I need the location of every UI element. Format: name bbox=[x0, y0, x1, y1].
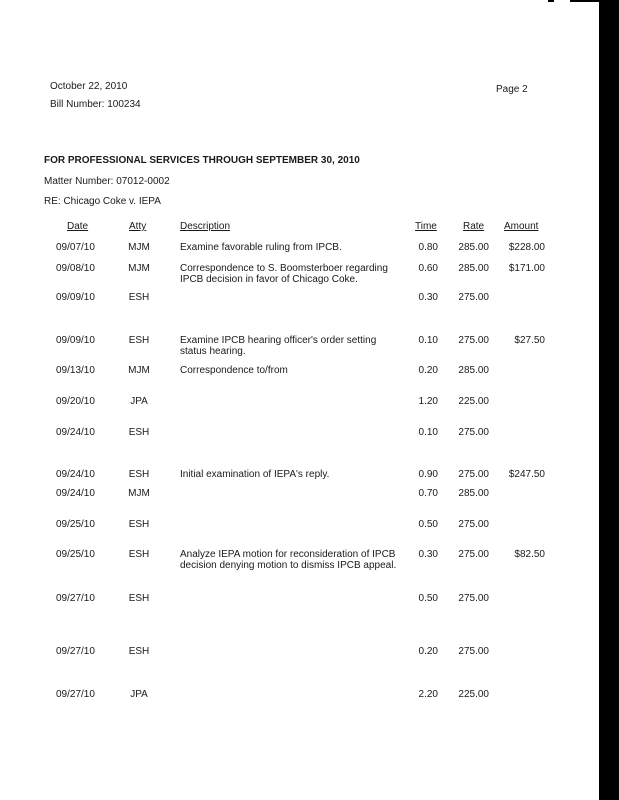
entry-description: Examine IPCB hearing officer's order setting status hearing. bbox=[180, 335, 377, 357]
page-number: Page 2 bbox=[496, 84, 528, 95]
entry-amount: $247.50 bbox=[508, 469, 545, 480]
entry-time: 0.60 bbox=[418, 263, 438, 274]
entry-date: 09/25/10 bbox=[56, 549, 95, 560]
entry-rate: 285.00 bbox=[458, 488, 489, 499]
entry-atty: JPA bbox=[130, 689, 148, 700]
entry-rate: 225.00 bbox=[458, 396, 489, 407]
entry-time: 0.20 bbox=[418, 365, 438, 376]
bill-number: Bill Number: 100234 bbox=[50, 99, 141, 110]
entry-atty: ESH bbox=[128, 646, 150, 657]
entry-date: 09/24/10 bbox=[56, 427, 95, 438]
section-title: FOR PROFESSIONAL SERVICES THROUGH SEPTEMBER 30, 2010 bbox=[44, 155, 360, 166]
entry-time: 0.50 bbox=[418, 593, 438, 604]
column-header-amount: Amount bbox=[504, 221, 539, 232]
entry-time: 0.10 bbox=[418, 335, 438, 346]
re-line: RE: Chicago Coke v. IEPA bbox=[44, 196, 161, 207]
entry-atty: ESH bbox=[128, 335, 150, 346]
entry-date: 09/27/10 bbox=[56, 689, 95, 700]
entry-atty: MJM bbox=[128, 488, 150, 499]
entry-rate: 285.00 bbox=[458, 365, 489, 376]
entry-rate: 275.00 bbox=[458, 519, 489, 530]
entry-date: 09/13/10 bbox=[56, 365, 95, 376]
scan-mark bbox=[570, 0, 599, 2]
entry-time: 0.30 bbox=[418, 292, 438, 303]
entry-atty: ESH bbox=[128, 519, 150, 530]
scan-mark bbox=[548, 0, 554, 2]
entry-atty: MJM bbox=[128, 263, 150, 274]
entry-time: 0.50 bbox=[418, 519, 438, 530]
entry-date: 09/24/10 bbox=[56, 469, 95, 480]
entry-atty: ESH bbox=[128, 292, 150, 303]
column-header-description: Description bbox=[180, 221, 231, 232]
entry-amount: $228.00 bbox=[508, 242, 545, 253]
entry-rate: 275.00 bbox=[458, 469, 489, 480]
entry-rate: 275.00 bbox=[458, 646, 489, 657]
entry-atty: ESH bbox=[128, 469, 150, 480]
entry-amount: $27.50 bbox=[514, 335, 545, 346]
entry-atty: ESH bbox=[128, 549, 150, 560]
entry-time: 0.20 bbox=[418, 646, 438, 657]
entry-date: 09/07/10 bbox=[56, 242, 95, 253]
column-header-date: Date bbox=[67, 221, 89, 232]
entry-atty: MJM bbox=[128, 365, 150, 376]
entry-amount: $171.00 bbox=[508, 263, 545, 274]
entry-date: 09/27/10 bbox=[56, 593, 95, 604]
entry-time: 0.10 bbox=[418, 427, 438, 438]
entry-description: Analyze IEPA motion for reconsideration of IPCB decision denying motion to dismiss IPCB appeal. bbox=[180, 549, 397, 571]
entry-rate: 275.00 bbox=[458, 593, 489, 604]
entry-time: 2.20 bbox=[418, 689, 438, 700]
entry-time: 0.80 bbox=[418, 242, 438, 253]
entry-date: 09/20/10 bbox=[56, 396, 95, 407]
entry-atty: JPA bbox=[130, 396, 148, 407]
entry-rate: 285.00 bbox=[458, 263, 489, 274]
entry-date: 09/24/10 bbox=[56, 488, 95, 499]
entry-atty: MJM bbox=[128, 242, 150, 253]
entry-description: Correspondence to S. Boomsterboer regarding IPCB decision in favor of Chicago Coke. bbox=[180, 263, 388, 285]
entry-date: 09/27/10 bbox=[56, 646, 95, 657]
entry-atty: ESH bbox=[128, 593, 150, 604]
entry-rate: 275.00 bbox=[458, 549, 489, 560]
entry-date: 09/25/10 bbox=[56, 519, 95, 530]
entry-time: 0.90 bbox=[418, 469, 438, 480]
entry-date: 09/09/10 bbox=[56, 335, 95, 346]
entry-date: 09/09/10 bbox=[56, 292, 95, 303]
entry-rate: 275.00 bbox=[458, 335, 489, 346]
entry-time: 1.20 bbox=[418, 396, 438, 407]
column-header-atty: Atty bbox=[129, 221, 147, 232]
entry-amount: $82.50 bbox=[514, 549, 545, 560]
invoice-date: October 22, 2010 bbox=[50, 81, 128, 92]
entry-atty: ESH bbox=[128, 427, 150, 438]
column-header-rate: Rate bbox=[463, 221, 485, 232]
column-header-time: Time bbox=[415, 221, 437, 232]
entry-description: Initial examination of IEPA's reply. bbox=[180, 469, 330, 480]
scan-edge bbox=[599, 0, 619, 800]
matter-number: Matter Number: 07012-0002 bbox=[44, 176, 170, 187]
entry-rate: 285.00 bbox=[458, 242, 489, 253]
entry-description: Examine favorable ruling from IPCB. bbox=[180, 242, 342, 253]
entry-description: Correspondence to/from bbox=[180, 365, 288, 376]
entry-rate: 275.00 bbox=[458, 427, 489, 438]
entry-rate: 225.00 bbox=[458, 689, 489, 700]
entry-date: 09/08/10 bbox=[56, 263, 95, 274]
entry-rate: 275.00 bbox=[458, 292, 489, 303]
entry-time: 0.70 bbox=[418, 488, 438, 499]
entry-time: 0.30 bbox=[418, 549, 438, 560]
